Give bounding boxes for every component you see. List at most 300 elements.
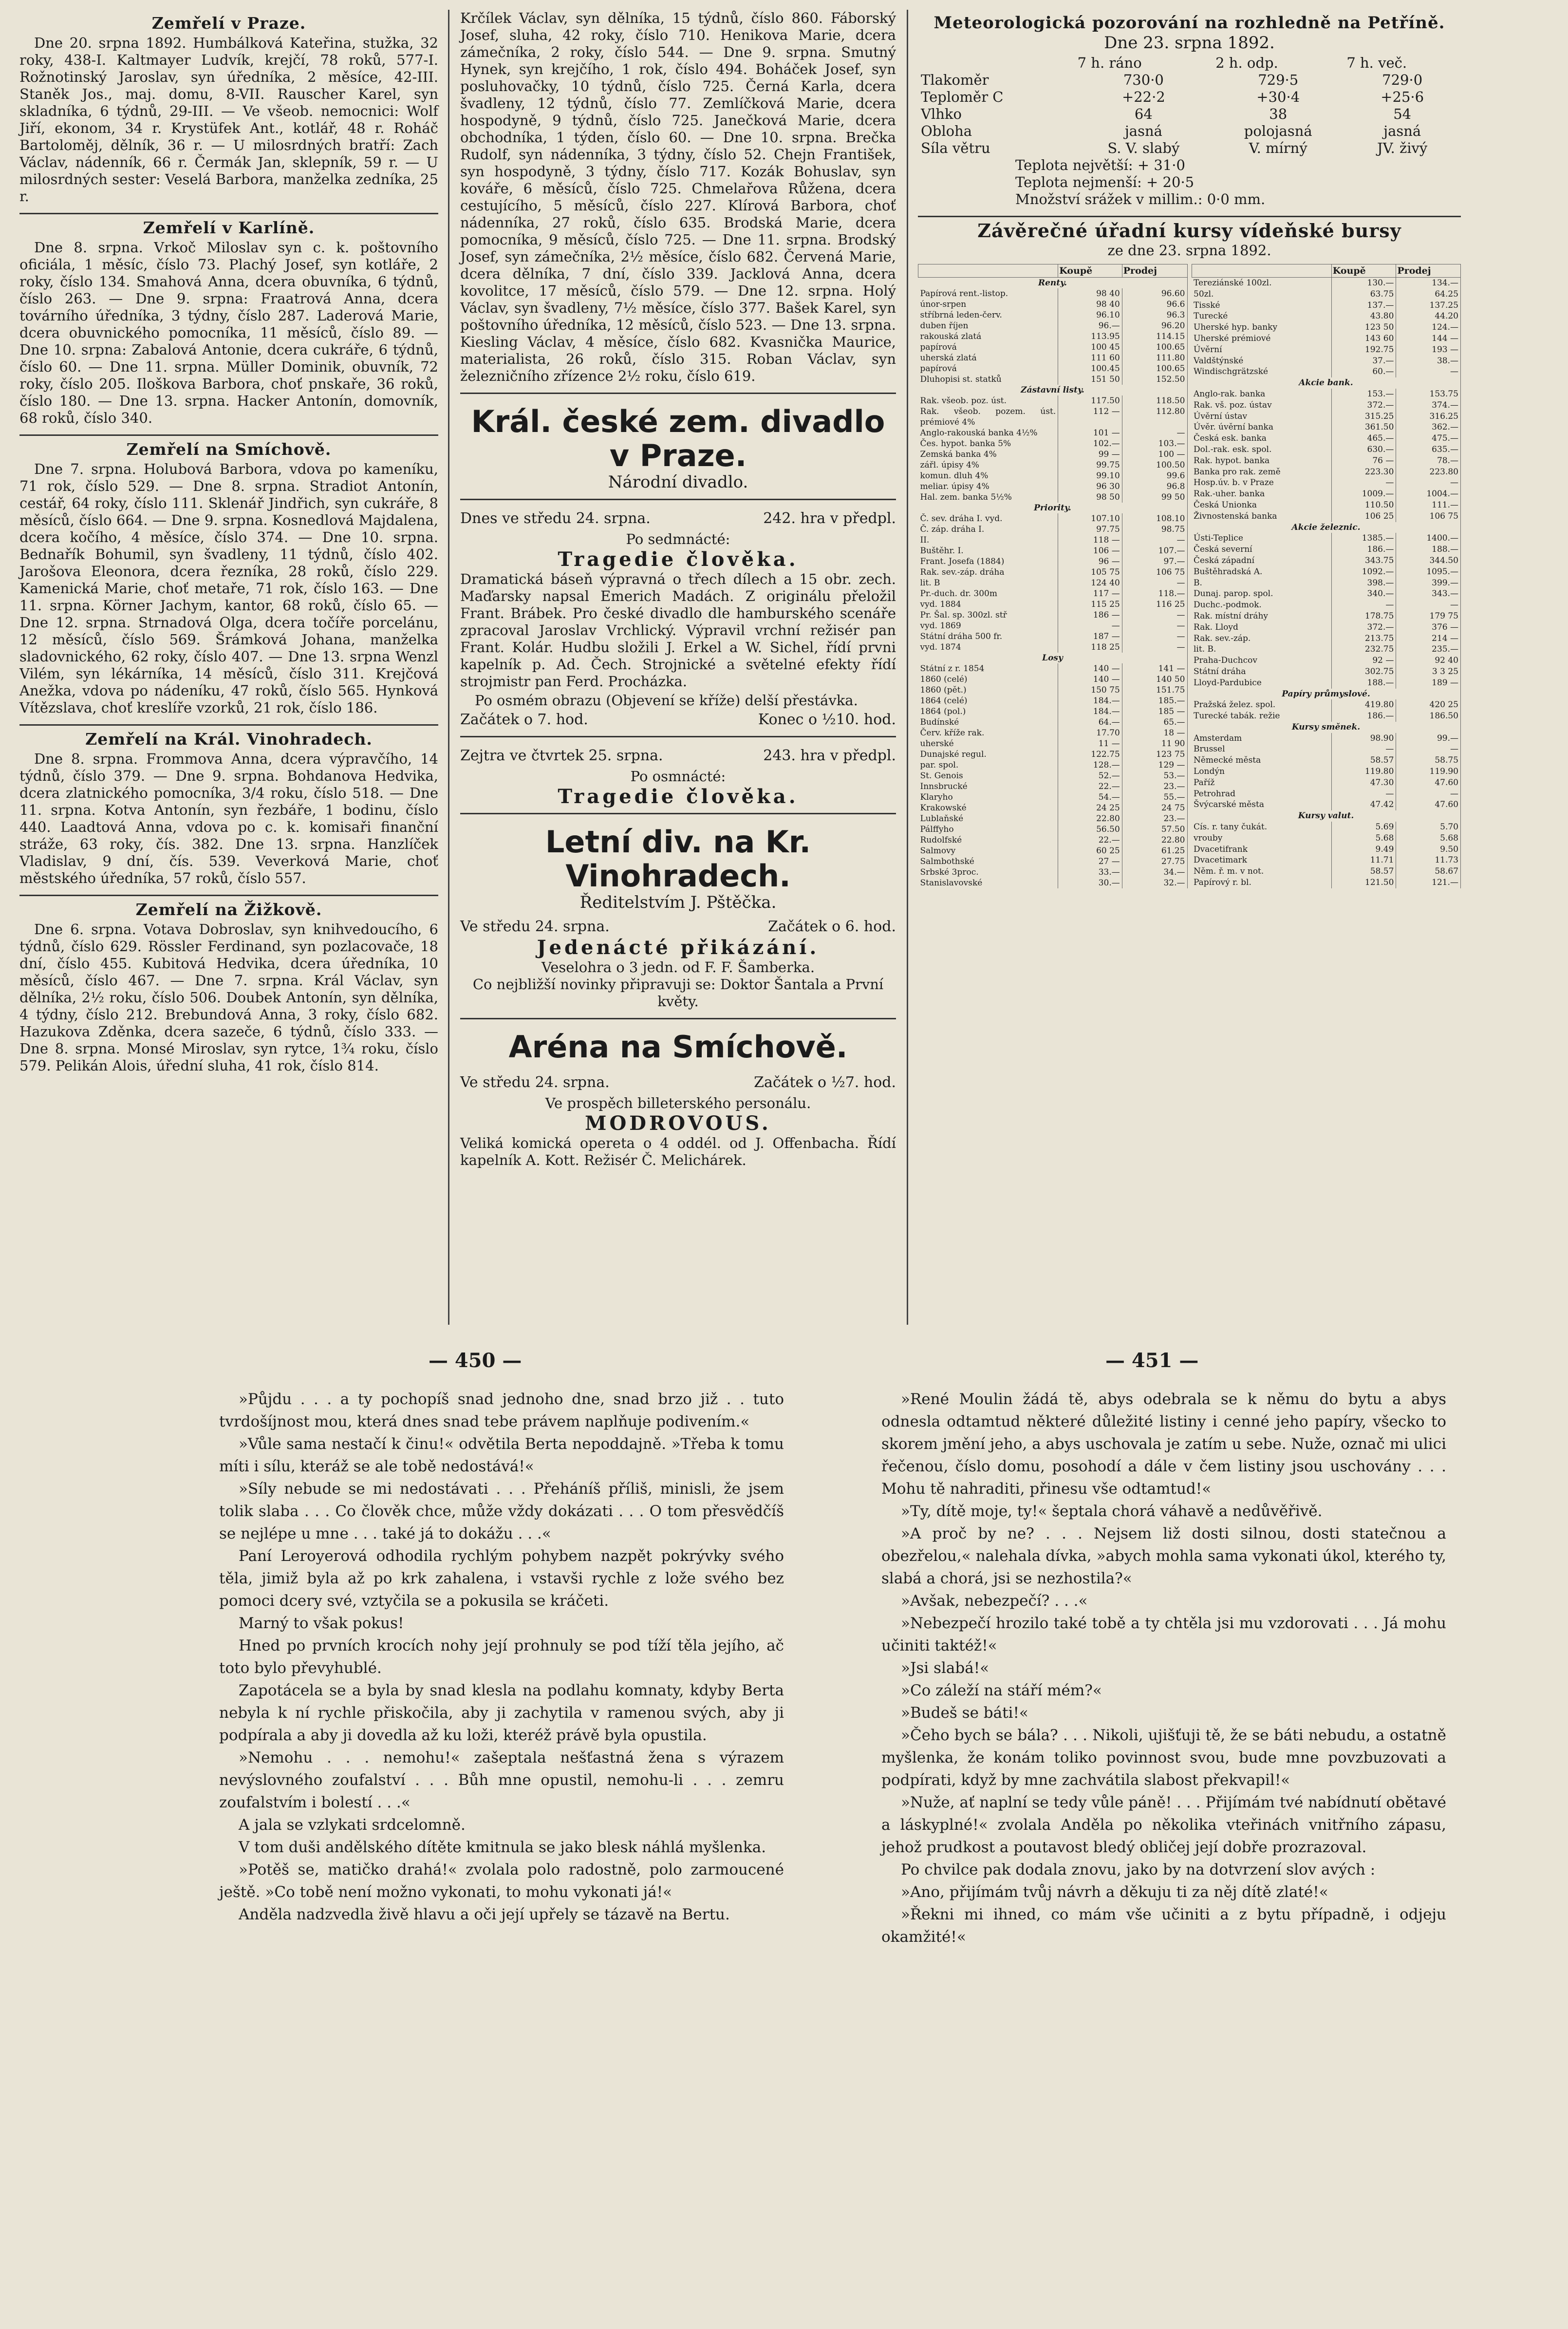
bourse-sell-value: 22.80 (1122, 835, 1187, 845)
bourse-buy-value: 99 — (1058, 449, 1122, 460)
bourse-buy-value: 315.25 (1331, 411, 1396, 422)
bourse-row (918, 631, 1188, 642)
meteo-row-label: Teploměr C (921, 89, 1004, 105)
bourse-buy-value: 47.30 (1331, 777, 1396, 789)
bourse-buy-value: 92 — (1331, 655, 1396, 666)
bourse-row (1192, 300, 1461, 311)
story-paragraph: »A proč by ne? . . . Nejsem liž dosti silnou, dosti statečnou a obezřelou,« nalehala dívka, »abych mohla sama vykonati úkol, kterého ty, slabá a chorá, jsi se nezhostila?« (881, 1525, 1446, 1587)
bourse-security-name: Pálffyho (918, 824, 1058, 835)
bourse-sell-value: 179 75 (1396, 611, 1461, 622)
bourse-buy-value: — (1058, 620, 1122, 631)
bourse-security-name: Salmovy (918, 845, 1058, 856)
bourse-security-name: Londýn (1192, 766, 1331, 777)
meteo-block (918, 15, 1461, 208)
story-paragraph: »Budeš se báti!« (901, 1704, 1028, 1722)
bourse-buy-value: 124 40 (1058, 578, 1122, 588)
bourse-security-name: Č. sev. dráha I. vyd. (918, 513, 1058, 524)
bourse-row (1192, 444, 1461, 455)
bourse-buy-value: 98 40 (1058, 299, 1122, 310)
bourse-buy-value: 187 — (1058, 631, 1122, 642)
meteo-row (918, 123, 1461, 140)
bourse-section-row (918, 653, 1188, 663)
bourse-sell-value: 100.50 (1122, 460, 1187, 470)
meteo-row-label: Tlakoměr (921, 72, 989, 88)
bourse-sell-value: 96.20 (1122, 320, 1187, 331)
arena-date: Ve středu 24. srpna. (460, 1074, 610, 1091)
col-header-buy: Koupě (1331, 264, 1396, 278)
bourse-sell-value: 96.3 (1122, 310, 1187, 320)
bourse-row (1192, 411, 1461, 422)
deaths-praha-text: Dne 20. srpna 1892. Humbálková Kateřina, stužka, 32 roky, 438-I. Kaltmayer Ludvík, krejčí, 78 roků, 577-I. Rožnotinský Jaroslav, syn úředníka, 2 měsíce, 42-III. Staněk Jos., maj. domu, 8-VII. Rauscher Karel, syn skladníka, 6 týdnů, 29-III. — Ve všeob. nemocnici: Wolf Jiří, ekonom, 34 r. Krystüfek Ant., kotlář, 48 r. Roháč Bartoloměj, dělník, 36 r. — U milosrdných bratří: Zach Václav, nádenník, 66 r. Čermák Jan, sklepník, 59 r. — U milosrdných sester: Veselá Barbora, manželka zedníka, 25 r. (19, 35, 438, 205)
bourse-sell-value: 223.80 (1396, 467, 1461, 478)
bourse-buy-value: 30.— (1058, 878, 1122, 888)
bourse-row (1192, 755, 1461, 766)
bourse-row (918, 878, 1188, 888)
bourse-row (918, 545, 1188, 556)
bourse-security-name: lit. B (918, 578, 1058, 588)
bourse-row (1192, 855, 1461, 866)
bourse-security-name: Německé města (1192, 755, 1331, 766)
meteo-value: 729·5 (1258, 72, 1299, 88)
bourse-row (1192, 600, 1461, 611)
bourse-row (918, 642, 1188, 653)
bourse-sell-value: 3 3 25 (1396, 666, 1461, 677)
story-paragraph: »Čeho bych se bála? . . . Nikoli, ujišťuji tě, že se báti nebudu, a ostatně myšlenka, že konám toliko povinnost svou, bude mne povzbuzovati a podpírati, když by mne zachvátila slabost překvapil!« (881, 1727, 1446, 1789)
bourse-row (918, 449, 1188, 460)
bourse-sell-value: 119.90 (1396, 766, 1461, 777)
column-deaths (19, 10, 438, 1076)
bourse-buy-value: 118 25 (1058, 642, 1122, 653)
bourse-buy-value: 232.75 (1331, 644, 1396, 655)
bourse-security-name: Brussel (1192, 744, 1331, 755)
bourse-security-name: Tereziánské 100zl. (1192, 278, 1331, 289)
bourse-sell-value: 58.75 (1396, 755, 1461, 766)
bourse-security-name: Dluhopisi st. statků (918, 374, 1058, 385)
story-paragraph: Paní Leroyerová odhodila rychlým pohybem nazpět pokrývky svého těla, jimiž byla až po krk zahalena, i vstavši rychle z lože svého bez pomoci dcery své, vztyčila se a pokusila se kráčeti. (219, 1547, 784, 1610)
story-paragraph: »Nemohu . . . nemohu!« zašeptala nešťastná žena s výrazem nevýslovného zoufalství . . . Bůh mne opustil, nemohu-li . . . zemru zoufalstvím i bolestí . . .« (219, 1749, 784, 1811)
bourse-security-name: Pr. Šal. sp. 300zl. stř (918, 610, 1058, 620)
bourse-sell-value: 99.6 (1122, 470, 1187, 481)
show1-note: Po osmém obrazu (Objevení se kříže) delší přestávka. (475, 692, 858, 709)
bourse-buy-value: 100.45 (1058, 363, 1122, 374)
bourse-row (1192, 566, 1461, 578)
bourse-row (918, 845, 1188, 856)
bourse-security-name: Dol.-rak. esk. spol. (1192, 444, 1331, 455)
bourse-row (918, 867, 1188, 878)
bourse-row (1192, 278, 1461, 289)
bourse-security-name: Státní dráha (1192, 666, 1331, 677)
bourse-row (918, 835, 1188, 845)
bourse-security-name: Rak. sev.-záp. (1192, 633, 1331, 644)
bourse-row (918, 374, 1188, 385)
bourse-row (918, 856, 1188, 867)
bourse-buy-value: 178.75 (1331, 611, 1396, 622)
bourse-row (918, 331, 1188, 342)
bourse-row (918, 674, 1188, 685)
bourse-security-name: Banka pro rak. země (1192, 467, 1331, 478)
bourse-sell-value: 98.75 (1122, 524, 1187, 535)
letni-show: Jedenácté přikázání. (537, 936, 820, 959)
bourse-buy-value: 119.80 (1331, 766, 1396, 777)
deaths-smichov-text: Dne 7. srpna. Holubová Barbora, vdova po kameníku, 71 rok, číslo 529. — Dne 8. srpna. Stradiot Antonín, cestář, 64 roky, číslo 111. Sklenář Jindřich, syn cukráře, 8 měsíců, číslo 664. — Dne 9. srpna. Kosnedlová Majdalena, dcera kočího, 4 měsíce, číslo 374. — Dne 10. srpna. Bednařík Bohumil, syn švadleny, 11 týdnů, číslo 402. Jarošova Eleonora, dcera řezníka, 28 roků, číslo 229. Kamenická Marie, choť metaře, 71 rok, číslo 163. — Dne 11. srpna. Körner Jachym, kantor, 68 roků, číslo 65. — Dne 12. srpna. Strnadová Olga, dcera točíře porcelánu, 12 měsíců, číslo 569. Šrámková Johana, manželka sladovnického, 62 roky, číslo 407. — Dne 13. srpna Wenzl Vilém, syn lékárníka, 14 měsíců, číslo 311. Krejčová Anežka, vdova po nádeníku, 47 roků, číslo 565. Hynková Vítězslava, choť kreslíře vzorků, 21 rok, číslo 186. (19, 461, 438, 716)
bourse-security-name: Rak. všeob. poz. úst. (918, 395, 1058, 406)
bourse-row (918, 770, 1188, 781)
story-paragraph: Marný to však pokus! (239, 1615, 404, 1632)
bourse-buy-value: 143 60 (1331, 333, 1396, 344)
bourse-row (918, 610, 1188, 620)
meteo-header-cell: 2 h. odp. (1215, 55, 1278, 71)
bourse-row (918, 320, 1188, 331)
bourse-sell-value: 635.— (1396, 444, 1461, 455)
bourse-row (1192, 777, 1461, 789)
divider (19, 434, 438, 436)
bourse-security-name: Rak. hypot. banka (1192, 455, 1331, 467)
bourse-sell-value: 96.8 (1122, 481, 1187, 492)
bourse-sell-value: 38.— (1396, 356, 1461, 367)
bourse-sell-value: 144 — (1396, 333, 1461, 344)
bourse-security-name: Pražská želez. spol. (1192, 699, 1331, 711)
bourse-sell-value: 34.— (1122, 867, 1187, 878)
bourse-security-name: St. Genois (918, 770, 1058, 781)
meteo-value: 730·0 (1123, 72, 1164, 88)
bourse-buy-value: 37.— (1331, 356, 1396, 367)
bourse-row (1192, 433, 1461, 444)
bourse-sell-value: 121.— (1396, 877, 1461, 888)
bourse-row (918, 578, 1188, 588)
section-title-praha: Zemřelí v Praze. (151, 14, 306, 33)
letni-note: Co nejbližší novinky připravuji se: Doktor Šantala a První květy. (472, 976, 884, 1010)
bourse-security-name: Duchc.-podmok. (1192, 600, 1331, 611)
bourse-security-name: Frant. Josefa (1884) (918, 556, 1058, 567)
bourse-sell-value: 116 25 (1122, 599, 1187, 610)
bourse-row (918, 813, 1188, 824)
bourse-security-name: Rak. vš. poz. ústav (1192, 400, 1331, 411)
bourse-tables (918, 264, 1461, 888)
show1-start: Začátek o 7. hod. (460, 711, 588, 728)
story-paragraph: Po chvilce pak dodala znovu, jako by na dotvrzení slov avých : (901, 1861, 1376, 1878)
bourse-security-name: Pr.-duch. dr. 300m (918, 588, 1058, 599)
story-right-column (881, 1388, 1446, 1948)
bourse-buy-value: 150 75 (1058, 685, 1122, 695)
bourse-buy-value: 98 50 (1058, 492, 1122, 503)
bourse-row (1192, 822, 1461, 833)
show1-times (460, 711, 896, 728)
meteo-value: jasná (1124, 123, 1162, 139)
meteo-value: jasná (1383, 123, 1421, 139)
bourse-sell-value: 123 75 (1122, 749, 1187, 760)
story-paragraph: Hned po prvních krocích nohy její prohnuly se pod tíží těla jejího, ač toto bylo převyhublé. (219, 1637, 784, 1677)
bourse-security-name: II. (918, 535, 1058, 545)
bourse-security-name: vyd. 1884 (918, 599, 1058, 610)
bourse-buy-value: 153.— (1331, 389, 1396, 400)
bourse-security-name: Živnostenská banka (1192, 511, 1331, 522)
bourse-buy-value: 186.— (1331, 711, 1396, 722)
bourse-sell-value: 11.73 (1396, 855, 1461, 866)
bourse-security-name: Anglo-rakouská banka 4½% (918, 428, 1058, 438)
bourse-sell-value: 134.— (1396, 278, 1461, 289)
bourse-row (918, 363, 1188, 374)
bourse-security-name: Dunaj. parop. spol. (1192, 588, 1331, 600)
bourse-sell-value: 1004.— (1396, 488, 1461, 500)
bourse-row (918, 481, 1188, 492)
show2-date: Zejtra ve čtvrtek 25. srpna. (460, 747, 663, 764)
bourse-sell-value: 140 50 (1122, 674, 1187, 685)
bourse-sell-value: 188.— (1396, 544, 1461, 555)
bourse-security-name: Papírový r. bl. (1192, 877, 1331, 888)
bourse-buy-value: 98 40 (1058, 288, 1122, 299)
meteo-header-cell: 7 h. ráno (1077, 55, 1142, 71)
meteo-value: +22·2 (1121, 89, 1165, 105)
bourse-sell-value: 189 — (1396, 677, 1461, 689)
bourse-row (918, 460, 1188, 470)
meteo-row (918, 140, 1461, 157)
story-paragraph: »Síly nebude se mi nedostávati . . . Přeháníš příliš, minisli, že jsem tolik slaba . . . Co člověk chce, může vždy dokázati . . . O tom přesvědčíš se nejlépe u mne . . . také já to dokážu . . .« (219, 1480, 784, 1542)
bourse-security-name: Švýcarské města (1192, 799, 1331, 810)
story-paragraph: »Nuže, ať naplní se tedy vůle páně! . . . Přijímám tvé nabídnutí obětavé a láskyplné!« zvolala Anděla po několika vteřinách vnitřního zápasu, jehož prudkost a poutavost bledý obličej její dobře prozrazoval. (881, 1794, 1446, 1856)
bourse-row (918, 310, 1188, 320)
bourse-buy-value: 5.68 (1331, 833, 1396, 844)
bourse-sell-value: 27.75 (1122, 856, 1187, 867)
bourse-row (1192, 555, 1461, 566)
story-paragraph: »Jsi slabá!« (901, 1659, 989, 1677)
bourse-row (918, 438, 1188, 449)
bourse-sell-value: 185.— (1122, 695, 1187, 706)
bourse-security-name: Buštěhr. I. (918, 545, 1058, 556)
bourse-sell-value: 1400.— (1396, 533, 1461, 544)
bourse-buy-value: 184.— (1058, 695, 1122, 706)
bourse-row (1192, 389, 1461, 400)
bourse-security-name: Tisské (1192, 300, 1331, 311)
bourse-row (1192, 544, 1461, 555)
bourse-row (1192, 789, 1461, 800)
bourse-security-name: Hosp.úv. b. v Praze (1192, 477, 1331, 488)
bourse-security-name: Dvacetifrank (1192, 844, 1331, 855)
bourse-sell-value: 92 40 (1396, 655, 1461, 666)
bourse-row (1192, 578, 1461, 589)
meteo-value: +30·4 (1256, 89, 1300, 105)
show1-end: Konec o ½10. hod. (758, 711, 896, 728)
bourse-sell-value: 55.— (1122, 792, 1187, 803)
bourse-buy-value: 213.75 (1331, 633, 1396, 644)
bourse-buy-value: 33.— (1058, 867, 1122, 878)
bourse-sell-value: 111.— (1396, 500, 1461, 511)
bourse-buy-value: 123 50 (1331, 322, 1396, 333)
bourse-section-label: Akcie bank. (1192, 377, 1461, 389)
bourse-row (1192, 611, 1461, 622)
bourse-row (1192, 711, 1461, 722)
letni-title: Letní div. na Kr. Vinohradech. (545, 824, 811, 894)
bourse-sell-value: 316.25 (1396, 411, 1461, 422)
bourse-buy-value: 105 75 (1058, 567, 1122, 578)
arena-header (460, 1074, 896, 1091)
divider (918, 216, 1461, 217)
bourse-security-name: Č. záp. dráha I. (918, 524, 1058, 535)
bourse-row (918, 599, 1188, 610)
bourse-security-name: papírová (918, 342, 1058, 353)
bourse-security-name: 1860 (pět.) (918, 685, 1058, 695)
bourse-security-name: Úvěrní (1192, 344, 1331, 356)
bourse-buy-value: 63.75 (1331, 289, 1396, 300)
bourse-security-name: Rudolfské (918, 835, 1058, 845)
story-paragraph: A jala se vzlykati srdcelomně. (239, 1816, 466, 1834)
bourse-row (1192, 533, 1461, 544)
bourse-row (1192, 366, 1461, 377)
bourse-sell-value: 65.— (1122, 717, 1187, 728)
bourse-row (1192, 588, 1461, 600)
bourse-row (918, 288, 1188, 299)
bourse-sell-value: — (1122, 642, 1187, 653)
theatre-title: Král. české zem. divadlo v Praze. (471, 404, 885, 473)
meteo-value: JV. živý (1377, 140, 1428, 156)
bourse-security-name: Windischgrätzské (1192, 366, 1331, 377)
bourse-sell-value: 99 50 (1122, 492, 1187, 503)
bourse-buy-value: 64.— (1058, 717, 1122, 728)
bourse-buy-value: 17.70 (1058, 728, 1122, 738)
bourse-buy-value: 60 25 (1058, 845, 1122, 856)
bourse-section-row (1192, 722, 1461, 733)
meteo-row (918, 106, 1461, 123)
bourse-section-row (918, 278, 1188, 289)
bourse-row (1192, 655, 1461, 666)
bourse-sell-value: 376 — (1396, 622, 1461, 633)
story-left-column (219, 1388, 784, 1926)
bourse-security-name: lit. B. (1192, 644, 1331, 655)
meteo-date: Dne 23. srpna 1892. (1104, 33, 1275, 53)
divider (460, 393, 896, 394)
bourse-row (918, 299, 1188, 310)
bourse-buy-value: 106 — (1058, 545, 1122, 556)
deaths-continued-text: Krčílek Václav, syn dělníka, 15 týdnů, číslo 860. Fáborský Josef, sluha, 42 roky, číslo 710. Henikova Marie, dcera zámečníka, 2 roky, číslo 544. — Dne 9. srpna. Smutný Hynek, syn krejčího, 1 rok, číslo 494. Boháček Josef, syn posluhovačky, 10 týdnů, číslo 725. Černá Karla, dcera švadleny, 12 týdnů, číslo 77. Zemlíčková Marie, dcera hospodyně, 9 týdnů, číslo 725. Janečková Marie, dcera obchodníka, 1 týden, číslo 60. — Dne 10. srpna. Brečka Rudolf, syn nádenníka, 3 týdny, číslo 52. Chejn František, syn hospodyně, 3 týdny, číslo 717. Kozák Bohuslav, syn kováře, 6 měsíců, číslo 725. Chmelařova Růžena, dcera cestujícího, 5 měsíců, číslo 227. Klírová Barbora, choť nádenníka, 27 roků, číslo 635. Brodská Marie, dcera pomocníka, 9 měsíců, číslo 725. — Dne 11. srpna. Brodský Josef, syn zámečníka, 2½ měsíce, číslo 682. Červená Marie, dcera dělníka, 7 dní, číslo 339. Jacklová Anna, dcera kovolitce, 17 měsíců, číslo 579. — Dne 12. srpna. Holý Václav, syn švadleny, 7½ měsíce, číslo 377. Bašek Karel, syn poštovního úředníka, 12 měsíců, číslo 523. — Dne 13. srpna. Kiesling Václav, 4 měsíce, číslo 682. Kvasnička Maurice, materialista, 26 roků, číslo 315. Roban Václav, syn železničního zřízence 2½ roku, číslo 619. (460, 10, 896, 384)
bourse-buy-value: 118 — (1058, 535, 1122, 545)
bourse-buy-value: 419.80 (1331, 699, 1396, 711)
bourse-sell-value: 9.50 (1396, 844, 1461, 855)
bourse-buy-value: 184.— (1058, 706, 1122, 717)
meteo-row (918, 72, 1461, 89)
bourse-sell-value: 106 75 (1396, 511, 1461, 522)
section-title-zizkov: Zemřelí na Žižkově. (135, 900, 322, 919)
bourse-buy-value: 140 — (1058, 663, 1122, 674)
bourse-security-name: komun. dluh 4% (918, 470, 1058, 481)
bourse-sell-value: — (1122, 535, 1187, 545)
bourse-table-left (918, 264, 1188, 888)
bourse-sell-value: — (1122, 428, 1187, 438)
bourse-buy-value: 128.— (1058, 760, 1122, 770)
show1-number: 242. hra v předpl. (763, 510, 896, 527)
bourse-buy-value: 398.— (1331, 578, 1396, 589)
meteo-row-label: Obloha (921, 123, 972, 139)
bourse-sell-value: 344.50 (1396, 555, 1461, 566)
bourse-row (1192, 622, 1461, 633)
section-title-karlin: Zemřelí v Karlíně. (143, 218, 315, 237)
meteo-value: polojasná (1244, 123, 1312, 139)
bourse-security-name: Hal. zem. banka 5½% (918, 492, 1058, 503)
bourse-buy-value: 58.57 (1331, 866, 1396, 877)
bourse-sell-value: — (1396, 366, 1461, 377)
bourse-security-name: Něm. ř. m. v not. (1192, 866, 1331, 877)
bourse-buy-value: 137.— (1331, 300, 1396, 311)
bourse-security-name: 1864 (pol.) (918, 706, 1058, 717)
bourse-row (1192, 844, 1461, 855)
bourse-row (1192, 766, 1461, 777)
bourse-security-name: Ústi-Teplice (1192, 533, 1331, 544)
bourse-row (1192, 699, 1461, 711)
bourse-buy-value: 113.95 (1058, 331, 1122, 342)
show1-acts: Po sedmnácté: (626, 531, 730, 547)
bourse-sell-value: 420 25 (1396, 699, 1461, 711)
letni-subtitle: Ředitelstvím J. Pštěčka. (579, 893, 777, 912)
meteo-value: +25·6 (1381, 89, 1424, 105)
bourse-sell-value: 24 75 (1122, 803, 1187, 813)
bourse-security-name: Zemská banka 4% (918, 449, 1058, 460)
bourse-row (918, 556, 1188, 567)
bourse-security-name: Rak. Lloyd (1192, 622, 1331, 633)
story-paragraph: Anděla nadzvedla živě hlavu a oči její upřely se tázavě na Bertu. (239, 1906, 730, 1923)
bourse-buy-value: 96.10 (1058, 310, 1122, 320)
story-paragraph: »Vůle sama nestačí k činu!« odvětila Berta nepoddajně. »Třeba k tomu míti i sílu, kteráž se ale tobě nedostává!« (219, 1435, 784, 1475)
bourse-buy-value: 96 30 (1058, 481, 1122, 492)
divider (19, 895, 438, 896)
bourse-buy-value: 43.80 (1331, 311, 1396, 322)
bourse-security-name: Dvacetimark (1192, 855, 1331, 866)
bourse-row (918, 781, 1188, 792)
bourse-table-right (1192, 264, 1461, 888)
meteo-value: 38 (1269, 106, 1288, 122)
bourse-buy-value: 151 50 (1058, 374, 1122, 385)
meteo-title: Meteorologická pozorování na rozhledně na Petříně. (933, 13, 1445, 33)
bourse-buy-value: 117.50 (1058, 395, 1122, 406)
story-paragraph: »Ano, přijímám tvůj návrh a děkuju ti za něj dítě zlaté!« (901, 1883, 1328, 1901)
bourse-row (918, 760, 1188, 770)
bourse-security-name: únor-srpen (918, 299, 1058, 310)
bourse-section-label: Zástavní listy. (918, 385, 1188, 395)
divider (460, 813, 896, 814)
bourse-buy-value: 186 — (1058, 610, 1122, 620)
divider (460, 1018, 896, 1019)
divider (19, 213, 438, 214)
bourse-section-row (1192, 689, 1461, 700)
bourse-row (918, 695, 1188, 706)
bourse-row (918, 824, 1188, 835)
bourse-section-label: Papíry průmyslové. (1192, 689, 1461, 700)
show1-header (460, 510, 896, 527)
bourse-security-name: vyd. 1874 (918, 642, 1058, 653)
bourse-security-name: zářl. úpisy 4% (918, 460, 1058, 470)
bourse-security-name: Innsbrucké (918, 781, 1058, 792)
bourse-row (918, 738, 1188, 749)
bourse-sell-value: 78.— (1396, 455, 1461, 467)
bourse-row (918, 749, 1188, 760)
column-rule-2 (907, 10, 908, 1325)
bourse-buy-value: 22.80 (1058, 813, 1122, 824)
bourse-buy-value: 97.75 (1058, 524, 1122, 535)
bourse-buy-value: 372.— (1331, 400, 1396, 411)
bourse-section-row (918, 385, 1188, 395)
meteo-header-row (918, 55, 1461, 72)
meteo-value: S. V. slabý (1107, 140, 1180, 156)
bourse-buy-value: 630.— (1331, 444, 1396, 455)
bourse-security-name: 50zl. (1192, 289, 1331, 300)
bourse-buy-value: 5.69 (1331, 822, 1396, 833)
bourse-sell-value: — (1396, 789, 1461, 800)
bourse-row (1192, 733, 1461, 744)
bourse-sell-value: 47.60 (1396, 799, 1461, 810)
bourse-security-name: Úvěrní ústav (1192, 411, 1331, 422)
meteo-row (918, 89, 1461, 106)
bourse-sell-value: — (1396, 744, 1461, 755)
bourse-buy-value: 22.— (1058, 781, 1122, 792)
bourse-section-row (918, 503, 1188, 513)
bourse-sell-value: 374.— (1396, 400, 1461, 411)
